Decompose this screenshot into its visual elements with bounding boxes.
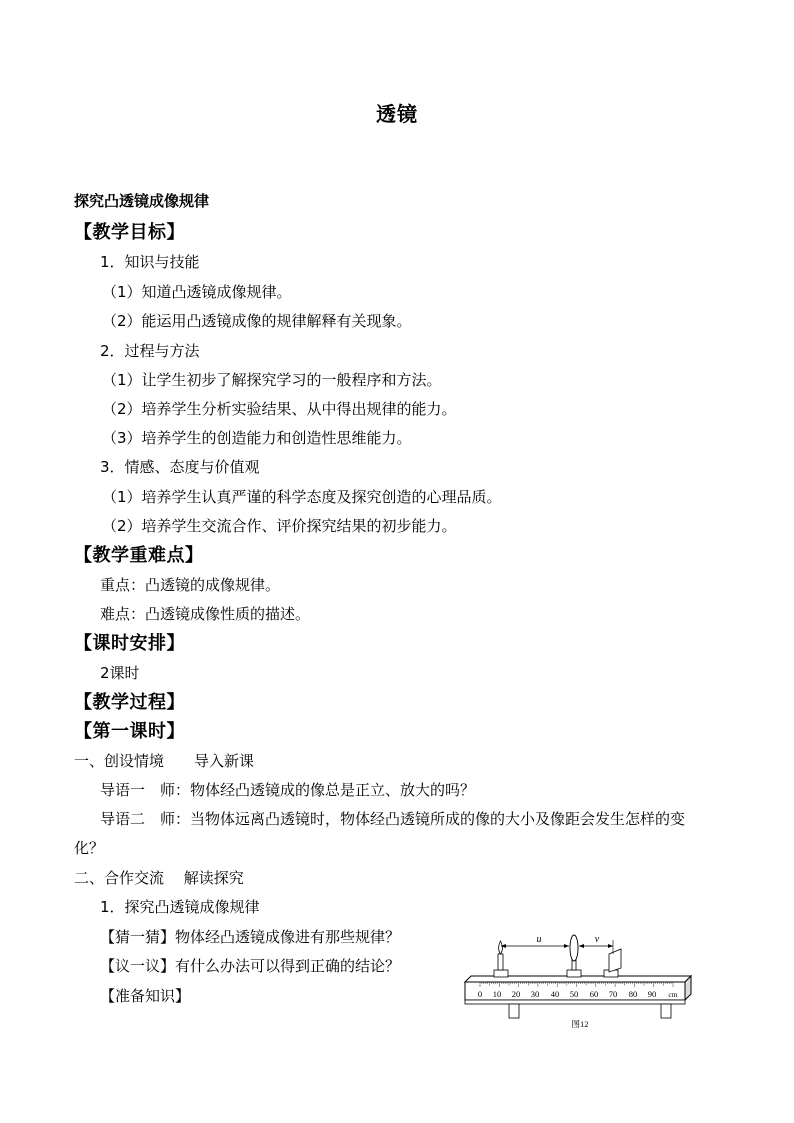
intro-2-line-1: 导语二 师：当物体远离凸透镜时，物体经凸透镜所成的像的大小及像距会发生怎样的变 (100, 810, 686, 828)
tick-label-60: 60 (589, 989, 599, 999)
lens-stem (572, 960, 576, 970)
goal-process-2: （2）培养学生分析实验结果、从中得出规律的能力。 (102, 400, 457, 418)
figure-caption: 图12 (571, 1019, 589, 1029)
candle-holder (494, 970, 508, 977)
tick-label-0: 0 (477, 989, 483, 999)
step-2-title: 二、合作交流 解读探究 (74, 869, 244, 887)
bench-base (465, 1000, 685, 1004)
goal-process-3: （3）培养学生的创造能力和创造性思维能力。 (102, 429, 412, 447)
goal-knowledge-1: （1）知道凸透镜成像规律。 (102, 283, 292, 301)
optical-bench-figure (463, 932, 693, 1032)
key-difficulty: 难点：凸透镜成像性质的描述。 (100, 605, 311, 623)
page-title: 透镜 (376, 102, 418, 126)
u-label: u (536, 934, 542, 945)
first-lesson-heading: 【第一课时】 (74, 721, 185, 742)
goal-emotion-title: 3．情感、态度与价值观 (100, 458, 260, 476)
tick-label-30: 30 (530, 989, 540, 999)
goal-process-title: 2．过程与方法 (100, 342, 200, 360)
schedule-heading: 【课时安排】 (74, 633, 185, 654)
lens-holder (567, 970, 581, 977)
intro-2-line-2: 化？ (74, 839, 105, 857)
v-label: v (594, 934, 600, 945)
tick-label-20: 20 (511, 989, 521, 999)
step-1-title: 一、创设情境 导入新课 (74, 752, 255, 770)
bench-leg-left (509, 1004, 519, 1018)
schedule-value: 2课时 (100, 664, 140, 682)
tick-label-40: 40 (550, 989, 560, 999)
bench-leg-right (661, 1004, 671, 1018)
goal-knowledge-2: （2）能运用凸透镜成像的规律解释有关现象。 (102, 312, 412, 330)
section-title: 探究凸透镜成像规律 (74, 192, 210, 210)
process-heading: 【教学过程】 (74, 692, 185, 713)
goals-heading: 【教学目标】 (74, 222, 185, 243)
candle (498, 954, 503, 970)
goal-process-1: （1）让学生初步了解探究学习的一般程序和方法。 (102, 371, 442, 389)
key-heading: 【教学重难点】 (74, 545, 204, 566)
tick-label-50: 50 (569, 989, 579, 999)
screen-icon (609, 949, 621, 972)
guess-text: 【猜一猜】物体经凸透镜成像进有那些规律？ (100, 928, 401, 946)
item-1-title: 1．探究凸透镜成像规律 (100, 898, 260, 916)
key-focus: 重点：凸透镜的成像规律。 (100, 576, 281, 594)
unit-label: cm (668, 990, 678, 999)
prep-text: 【准备知识】 (100, 987, 191, 1005)
goal-knowledge-title: 1．知识与技能 (100, 253, 200, 271)
tick-label-80: 80 (628, 989, 638, 999)
lens-icon (570, 935, 578, 961)
tick-label-90: 90 (647, 989, 657, 999)
goal-emotion-2: （2）培养学生交流合作、评价探究结果的初步能力。 (102, 517, 457, 535)
tick-label-10: 10 (492, 989, 502, 999)
candle-flame-icon (499, 941, 503, 954)
discuss-text: 【议一议】有什么办法可以得到正确的结论？ (100, 957, 401, 975)
tick-label-70: 70 (608, 989, 618, 999)
goal-emotion-1: （1）培养学生认真严谨的科学态度及探究创造的心理品质。 (102, 488, 502, 506)
intro-1: 导语一 师：物体经凸透镜成的像总是正立、放大的吗？ (100, 781, 476, 799)
